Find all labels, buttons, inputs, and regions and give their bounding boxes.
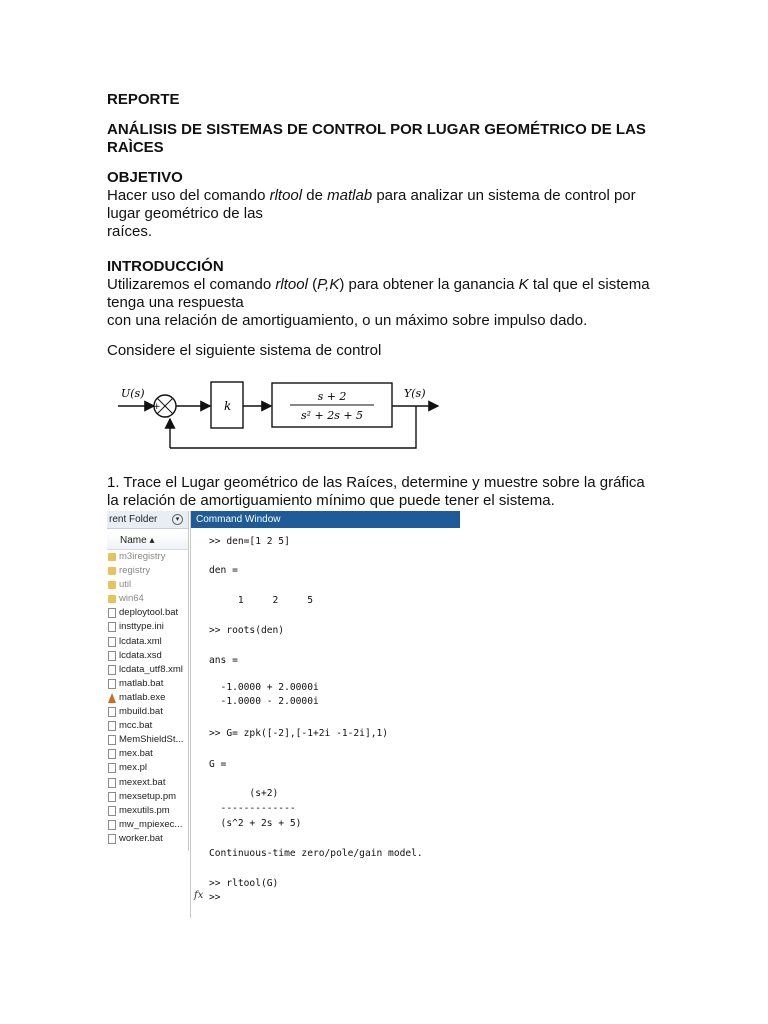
file-list-item[interactable]: [107, 635, 188, 649]
plant-numerator: s + 2: [317, 390, 347, 403]
file-name: lcdata.xsd: [119, 649, 162, 661]
file-list-item[interactable]: [107, 832, 188, 846]
file-name: m3iregistry: [119, 551, 166, 562]
file-name: worker.bat: [119, 832, 163, 844]
file-icon: [108, 749, 116, 759]
file-name: mw_mpiexec...: [119, 818, 183, 830]
file-icon: [108, 763, 116, 773]
command-line: >> den=[1 2 5]: [209, 536, 290, 547]
file-name: mcc.bat: [119, 720, 153, 732]
current-folder-header: rent Folder ▾: [107, 511, 188, 529]
file-list-item[interactable]: [107, 578, 188, 592]
file-icon: [108, 820, 116, 830]
file-icon: [108, 735, 116, 745]
command-line: >> rltool(G): [209, 878, 279, 889]
block-diagram: [118, 376, 448, 458]
name-column-header[interactable]: Name ▴: [107, 533, 188, 550]
question1-line2: la relación de amortiguamiento mínimo que puede tener el sistema.: [107, 492, 555, 509]
command-line: ans =: [209, 655, 238, 666]
introduccion-paragraph-line4: Considere el siguiente sistema de control: [107, 342, 382, 359]
file-icon: [108, 806, 116, 816]
objetivo-paragraph-line1: Hacer uso del comando rltool de matlab para analizar un sistema de control por: [107, 187, 636, 204]
file-list-item[interactable]: [107, 606, 188, 620]
file-name: win64: [119, 593, 144, 605]
file-list-item[interactable]: [107, 564, 188, 578]
output-label: Y(s): [404, 387, 426, 400]
folder-icon: [108, 567, 116, 575]
report-title: REPORTE: [107, 91, 180, 108]
introduccion-paragraph-line1: Utilizaremos el comando rltool (P,K) para obtener la ganancia K tal que el sistema: [107, 276, 650, 293]
file-name: mbuild.bat: [119, 706, 163, 718]
command-line: Continuous-time zero/pole/gain model.: [209, 848, 423, 859]
objetivo-paragraph-line3: raíces.: [107, 223, 153, 240]
file-name: lcdata.xml: [119, 635, 162, 647]
file-list-item[interactable]: [107, 733, 188, 747]
file-icon: [108, 721, 116, 731]
input-label: U(s): [121, 387, 145, 400]
file-name: mex.bat: [119, 748, 153, 760]
command-line: -1.0000 + 2.0000i: [209, 682, 319, 693]
objetivo-paragraph-line2: lugar geométrico de las: [107, 205, 263, 222]
file-icon: [108, 608, 116, 618]
file-icon: [108, 792, 116, 802]
command-line: (s^2 + 2s + 5): [209, 818, 302, 829]
file-list-item[interactable]: [107, 550, 188, 564]
file-list-item[interactable]: [107, 761, 188, 775]
matlab-icon: [108, 693, 116, 703]
rltool-command: rltool: [269, 187, 303, 204]
plant-denominator: s² + 2s + 5: [300, 409, 364, 422]
introduccion-title: INTRODUCCIÓN: [107, 258, 224, 275]
file-list-item[interactable]: [107, 663, 188, 677]
file-name: lcdata_utf8.xml: [119, 663, 183, 675]
file-name: mexsetup.pm: [119, 790, 177, 802]
plus-sign: +: [153, 402, 161, 412]
folder-icon: [108, 553, 116, 561]
file-icon: [108, 679, 116, 689]
command-line: den =: [209, 565, 238, 576]
file-name: deploytool.bat: [119, 607, 179, 619]
folder-icon: [108, 595, 116, 603]
file-icon: [108, 778, 116, 788]
question1-line1: 1. Trace el Lugar geométrico de las Raíces, determine y muestre sobre la gráfica: [107, 474, 645, 491]
file-list-item[interactable]: [107, 776, 188, 790]
introduccion-paragraph-line3: con una relación de amortiguamiento, o un máximo sobre impulso dado.: [107, 312, 588, 329]
folder-icon: [108, 581, 116, 589]
file-icon: [108, 665, 116, 675]
file-name: util: [119, 579, 132, 591]
file-name: mexext.bat: [119, 776, 166, 788]
file-name: mexutils.pm: [119, 804, 170, 816]
file-list-item[interactable]: [107, 649, 188, 663]
fx-icon[interactable]: fx: [194, 890, 204, 901]
file-list-item[interactable]: [107, 705, 188, 719]
file-list-item[interactable]: [107, 691, 188, 705]
command-window-title: Command Window: [191, 511, 460, 528]
file-icon: [108, 834, 116, 844]
report-heading-line1: ANÁLISIS DE SISTEMAS DE CONTROL POR LUGAR GEOMÉTRICO DE LAS: [107, 121, 646, 138]
file-name: matlab.exe: [119, 691, 166, 703]
panel-menu-icon[interactable]: ▾: [172, 514, 183, 525]
objetivo-title: OBJETIVO: [107, 169, 183, 186]
command-line: (s+2): [209, 788, 279, 799]
command-line: G =: [209, 759, 227, 770]
command-line: -------------: [209, 803, 296, 814]
file-list-item[interactable]: [107, 818, 188, 832]
file-list-item[interactable]: [107, 804, 188, 818]
minus-sign: −: [162, 413, 170, 423]
file-list-item[interactable]: [107, 747, 188, 761]
file-name: mex.pl: [119, 762, 147, 774]
command-window[interactable]: [190, 511, 460, 918]
report-heading-line2: RAÌCES: [107, 139, 164, 156]
file-list: [107, 550, 188, 846]
file-list-item[interactable]: [107, 790, 188, 804]
command-line: -1.0000 - 2.0000i: [209, 696, 319, 707]
matlab-name: matlab: [327, 187, 373, 204]
command-line: 1 2 5: [209, 595, 313, 606]
file-list-item[interactable]: [107, 677, 188, 691]
file-icon: [108, 707, 116, 717]
current-folder-panel[interactable]: [107, 511, 189, 851]
file-list-item[interactable]: [107, 592, 188, 606]
command-line: >> G= zpk([-2],[-1+2i -1-2i],1): [209, 728, 389, 739]
command-line: >>: [209, 892, 221, 903]
file-name: insttype.ini: [119, 621, 164, 633]
introduccion-paragraph-line2: tenga una respuesta: [107, 294, 244, 311]
file-name: MemShieldSt...: [119, 734, 184, 746]
gain-label: k: [224, 399, 232, 413]
file-icon: [108, 637, 116, 647]
command-line: >> roots(den): [209, 625, 285, 636]
file-list-item[interactable]: [107, 719, 188, 733]
file-name: registry: [119, 565, 151, 577]
file-icon: [108, 651, 116, 661]
file-icon: [108, 622, 116, 632]
file-name: matlab.bat: [119, 677, 164, 689]
file-list-item[interactable]: [107, 620, 188, 634]
